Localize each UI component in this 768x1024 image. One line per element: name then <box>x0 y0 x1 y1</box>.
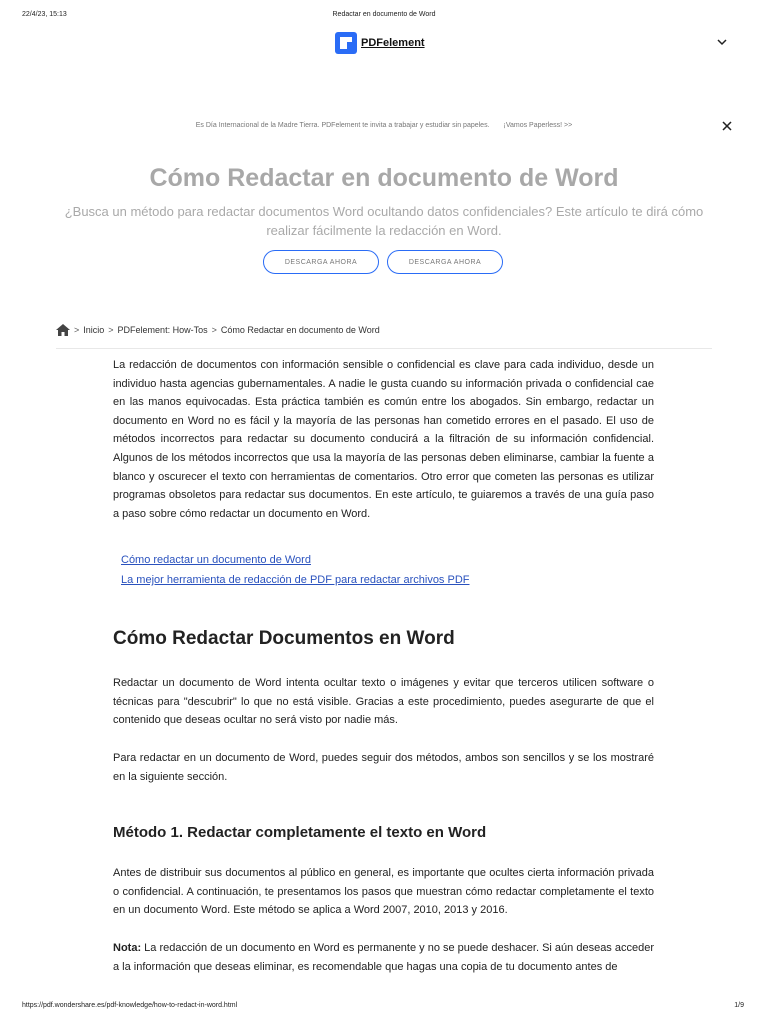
paragraph-text: Redactar un documento de Word intenta ocultar texto o imágenes y evitar que terceros utilicen software o técnicas para "descubrir" lo que no está visible. Gracias a este procedimiento, puedes asegurarte de que el contenido que deseas ocultar no será visto por nadie más. <box>113 677 654 727</box>
breadcrumb-category[interactable]: PDFelement: How-Tos <box>117 325 208 335</box>
download-button[interactable]: DESCARGA AHORA <box>263 250 379 274</box>
subsection-heading: Método 1. Redactar completamente el texto en Word <box>113 824 487 841</box>
toc-link[interactable]: La mejor herramienta de redacción de PDF para redactar archivos PDF <box>121 574 470 586</box>
note-label: Nota: <box>113 942 142 954</box>
promo-banner <box>0 122 768 129</box>
table-of-contents <box>121 550 470 590</box>
banner-text: Es Día Internacional de la Madre Tierra. PDFelement te invita a trabajar y estudiar sin papeles. <box>195 122 490 129</box>
note-text: La redacción de un documento en Word es permanente y no se puede deshacer. Si aún deseas acceder a la información que deseas eliminar, es recomendable que hagas una copia de tu documento antes de <box>113 942 654 973</box>
breadcrumb-current: Cómo Redactar en documento de Word <box>220 325 380 335</box>
brand-logo[interactable] <box>335 32 425 54</box>
print-datetime: 22/4/23, 15:13 <box>22 11 67 18</box>
banner-cta[interactable]: ¡Vamos Paperless! >> <box>503 122 573 129</box>
divider <box>56 348 712 349</box>
print-doc-title: Redactar en documento de Word <box>332 11 436 18</box>
section-paragraph <box>113 864 654 920</box>
paragraph-text: Antes de distribuir sus documentos al público en general, es importante que ocultes cierta información privada o confidencial. A continuación, te presentamos los pasos que muestran cómo redactar completamente el texto en un documento Word. Este método se aplica a Word 2007, 2010, 2013 y 2016. <box>113 867 654 917</box>
brand-name: PDFelement <box>361 37 425 49</box>
note-paragraph <box>113 939 654 976</box>
toc-link[interactable]: Cómo redactar un documento de Word <box>121 554 311 566</box>
breadcrumb <box>56 324 380 336</box>
page-title: Cómo Redactar en documento de Word <box>149 164 619 192</box>
breadcrumb-home[interactable]: Inicio <box>83 325 105 335</box>
section-heading: Cómo Redactar Documentos en Word <box>113 628 455 649</box>
chevron-down-icon[interactable] <box>716 36 728 48</box>
print-url: https://pdf.wondershare.es/pdf-knowledge/how-to-redact-in-word.html <box>22 1002 238 1009</box>
close-icon[interactable] <box>721 120 733 132</box>
page-subtitle: ¿Busca un método para redactar documentos Word ocultando datos confidenciales? Este artículo te dirá cómo realizar fácilmente la redacción en Word. <box>64 204 704 238</box>
download-button[interactable]: DESCARGA AHORA <box>387 250 503 274</box>
breadcrumb-separator: > <box>74 325 80 335</box>
paragraph-text: Para redactar en un documento de Word, puedes seguir dos métodos, ambos son sencillos y se los mostraré en la siguiente sección. <box>113 752 654 783</box>
breadcrumb-separator: > <box>108 325 114 335</box>
section-paragraph <box>113 749 654 786</box>
print-page-number: 1/9 <box>734 1002 744 1009</box>
home-icon[interactable] <box>56 324 70 336</box>
section-paragraph <box>113 674 654 730</box>
intro-paragraph <box>113 356 654 523</box>
intro-text: La redacción de documentos con información sensible o confidencial es clave para cada individuo, desde un individuo hasta agencias gubernamentales. A nadie le gusta cuando su información privada o confidencial cae en las manos equivocadas. Esta práctica también es común entre los abogados. Sin embargo, redactar un documento en Word no es fácil y la mayoría de las personas han cometido errores en el pasado. El uso de métodos incorrectos para redactar su documento conducirá a la filtración de su información confidencial. Algunos de los métodos incorrectos que usa la mayoría de las personas deben eliminarse, cambiar la fuente a blanco y oscurecer el texto con herramientas de comentarios. Otro error que cometen las personas es utilizar programas obsoletos para redactar sus documentos. En este artículo, te guiaremos a través de una guía paso a paso sobre cómo redactar un documento en Word. <box>113 359 654 520</box>
pdfelement-logo-icon <box>335 32 357 54</box>
breadcrumb-separator: > <box>211 325 217 335</box>
